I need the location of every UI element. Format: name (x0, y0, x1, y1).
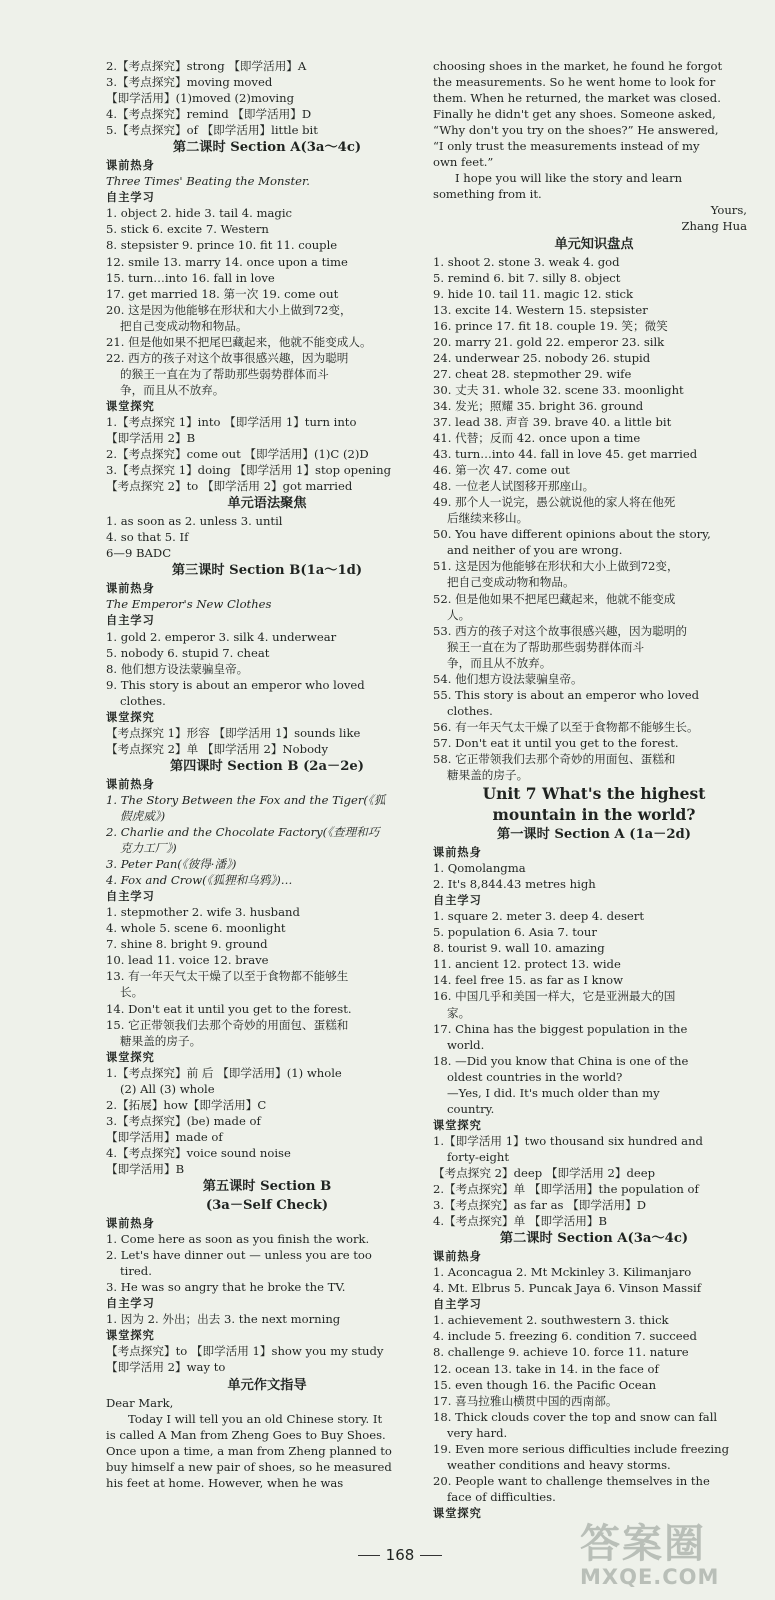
left-line: 8. stepsister 9. prince 10. fit 11. couple (106, 238, 338, 253)
left-subheading: 课前热身 (106, 776, 155, 791)
right-line: 1. shoot 2. stone 3. weak 4. god (433, 254, 620, 269)
left-line: 【即学活用】made of (106, 1129, 223, 1144)
left-subheading: 自主学习 (106, 613, 155, 628)
right-line: country. (447, 1101, 495, 1116)
left-line: 1. object 2. hide 3. tail 4. magic (106, 206, 293, 221)
right-line: 把自己变成动物和物品。 (447, 575, 575, 590)
left-line: 假虎威》) (120, 808, 166, 823)
left-line: buy himself a new pair of shoes, so he measured (106, 1459, 392, 1474)
left-line: 2. Let's have dinner out — unless you are too (106, 1248, 372, 1263)
right-line: 后继续来移山。 (447, 511, 529, 526)
right-line: 5. population 6. Asia 7. tour (433, 925, 597, 940)
left-line: 1. The Story Between the Fox and the Tiger(《狐 (106, 792, 386, 807)
right-line: 2.【考点探究】单 【即学活用】the population of (433, 1182, 699, 1197)
left-line: 1. Come here as soon as you finish the work. (106, 1232, 370, 1247)
right-line: 4. Mt. Elbrus 5. Puncak Jaya 6. Vinson Massif (433, 1281, 702, 1296)
left-line: 14. Don't eat it until you get to the forest. (106, 1001, 352, 1016)
right-line: “Why don't you try on the shoes?” He answered, (433, 123, 719, 138)
left-line: Today I will tell you an old Chinese story. It (128, 1411, 383, 1426)
left-subheading: 自主学习 (106, 190, 155, 205)
left-subheading: 课堂探究 (106, 1049, 155, 1064)
right-line: 【考点探究 2】deep 【即学活用 2】deep (433, 1166, 656, 1180)
footer-dash-left (358, 1555, 380, 1556)
right-line: 13. excite 14. Western 15. stepsister (433, 302, 648, 317)
left-line: 4.【考点探究】remind 【即学活用】D (106, 107, 312, 122)
left-line: 12. smile 13. marry 14. once upon a time (106, 254, 348, 269)
left-line: 【即学活用 2】way to (106, 1360, 226, 1375)
left-section-heading: 第五课时 Section B (202, 1179, 332, 1195)
right-line: 11. ancient 12. protect 13. wide (433, 957, 621, 972)
left-line: 克力工厂》) (120, 841, 177, 856)
left-subheading: 课堂探究 (106, 709, 155, 724)
left-section-heading: 第二课时 Section A(3a～4c) (172, 140, 362, 156)
right-line: 家。 (447, 1005, 471, 1020)
right-line: 糖果盖的房子。 (447, 768, 529, 783)
right-line: them. When he returned, the market was closed. (433, 91, 721, 106)
right-line: 16. prince 17. fit 18. couple 19. 笑；微笑 (433, 318, 668, 333)
right-section-heading: 单元知识盘点 (554, 236, 634, 252)
left-line: 【考点探究 2】to 【即学活用 2】got married (106, 479, 353, 494)
right-line: Finally he didn't get any shoes. Someone asked, (433, 107, 716, 122)
right-column (433, 58, 755, 1521)
right-line: 18. —Did you know that China is one of the (433, 1053, 689, 1068)
left-section-heading: 单元作文指导 (227, 1377, 307, 1393)
right-line: very hard. (447, 1425, 508, 1440)
left-line: his feet at home. However, when he was (106, 1475, 344, 1490)
right-line: 41. 代替；反而 42. once upon a time (433, 431, 641, 446)
right-line: 17. China has the biggest population in the (433, 1021, 688, 1036)
right-line: 19. Even more serious difficulties include freezing (433, 1441, 730, 1456)
right-line: 15. even though 16. the Pacific Ocean (433, 1377, 657, 1392)
left-line: 9. This story is about an emperor who loved (106, 677, 365, 692)
left-line: 15. 它正带领我们去那个奇妙的用面包、蛋糕和 (106, 1017, 349, 1032)
right-line: —Yes, I did. It's much older than my (447, 1085, 660, 1100)
right-line: oldest countries in the world? (447, 1069, 623, 1084)
right-line: Zhang Hua (681, 219, 747, 234)
right-line: 30. 丈夫 31. whole 32. scene 33. moonlight (433, 382, 684, 397)
right-line: 1. square 2. meter 3. deep 4. desert (433, 909, 644, 924)
left-line: 1. 因为 2. 外出；出去 3. the next morning (106, 1312, 341, 1327)
left-line: 【即学活用】(1)moved (2)moving (106, 91, 295, 106)
left-subheading: 课前热身 (106, 1216, 155, 1231)
left-line: 4. so that 5. If (106, 530, 189, 545)
right-line: 猴王一直在为了帮助那些弱势群体而斗 (447, 639, 645, 654)
left-line: 2. Charlie and the Chocolate Factory(《查理和巧 (106, 825, 380, 840)
left-section-heading: (3a－Self Check) (205, 1198, 329, 1214)
left-line: Once upon a time, a man from Zheng planned to (106, 1443, 392, 1458)
left-subheading: 课堂探究 (106, 398, 155, 413)
left-line: 【即学活用】B (106, 1162, 185, 1176)
left-line: 22. 西方的孩子对这个故事很感兴趣，因为聪明 (106, 350, 349, 365)
left-line: 5.【考点探究】of 【即学活用】little bit (106, 123, 318, 138)
watermark-text-cn: 答案圈 (580, 1521, 706, 1567)
left-section-heading: 单元语法聚焦 (227, 496, 307, 512)
left-line: 17. get married 18. 第一次 19. come out (106, 286, 339, 301)
left-line: 6—9 BADC (106, 546, 172, 561)
left-line: 争，而且从不放弃。 (120, 382, 225, 397)
right-line: 17. 喜马拉雅山横贯中国的西南部。 (433, 1393, 618, 1408)
right-line: 55. This story is about an emperor who loved (433, 687, 700, 702)
right-line: 34. 发光；照耀 35. bright 36. ground (433, 398, 644, 413)
right-section-heading: 第一课时 Section A (1a－2d) (497, 827, 691, 843)
right-line: 14. feel free 15. as far as I know (433, 973, 624, 988)
right-line: forty-eight (447, 1149, 510, 1164)
left-line: 1.【考点探究】前 后 【即学活用】(1) whole (106, 1065, 342, 1080)
left-subheading: 课前热身 (106, 158, 155, 173)
left-line: 5. nobody 6. stupid 7. cheat (106, 645, 270, 660)
right-line: I hope you will like the story and learn (455, 171, 683, 186)
right-line: 1. achievement 2. southwestern 3. thick (433, 1313, 669, 1328)
right-line: 51. 这是因为他能够在形状和大小上做到72变， (433, 559, 679, 574)
left-line: clothes. (120, 693, 166, 708)
right-line: the measurements. So he went home to look for (433, 75, 716, 90)
left-subheading: 自主学习 (106, 889, 155, 904)
right-line: 5. remind 6. bit 7. silly 8. object (433, 270, 621, 285)
right-line: something from it. (433, 187, 542, 202)
left-line: 【考点探究 2】单 【即学活用 2】Nobody (106, 741, 329, 756)
right-line: 1.【即学活用 1】two thousand six hundred and (433, 1133, 703, 1148)
right-line: 48. 一位老人试图移开那座山。 (433, 479, 595, 494)
right-line: clothes. (447, 703, 493, 718)
right-line: own feet.” (433, 155, 494, 170)
right-line: 20. People want to challenge themselves in the (433, 1473, 710, 1488)
right-subheading: 自主学习 (433, 1297, 482, 1312)
right-line: 37. lead 38. 声音 39. brave 40. a little bit (433, 414, 672, 429)
right-line: 3.【考点探究】as far as 【即学活用】D (433, 1198, 647, 1213)
right-line: 54. 他们想方设法蒙骗皇帝。 (433, 671, 583, 686)
right-line: 24. underwear 25. nobody 26. stupid (433, 350, 651, 365)
left-line: 【考点探究 1】形容 【即学活用 1】sounds like (106, 725, 361, 740)
left-line: 20. 这是因为他能够在形状和大小上做到72变， (106, 302, 352, 317)
left-line: 21. 但是他如果不把尾巴藏起来，他就不能变成人。 (106, 334, 372, 349)
left-line: 13. 有一年天气太干燥了以至于食物都不能够生 (106, 969, 349, 984)
left-line: 把自己变成动物和物品。 (120, 318, 248, 333)
left-line: 4. Fox and Crow(《狐狸和乌鸦》)… (106, 873, 293, 888)
left-line: 3.【考点探究 1】doing 【即学活用 1】stop opening (106, 463, 392, 478)
left-line: Dear Mark, (106, 1395, 174, 1410)
right-section-heading: Unit 7 What's the highest (482, 784, 706, 804)
right-line: 43. turn…into 44. fall in love 45. get married (433, 447, 698, 462)
right-line: 争，而且从不放弃。 (447, 655, 552, 670)
right-line: 1. Qomolangma (433, 861, 526, 876)
left-column (106, 58, 428, 1491)
left-line: 8. 他们想方设法蒙骗皇帝。 (106, 661, 249, 676)
right-line: and neither of you are wrong. (447, 543, 623, 558)
right-line: 58. 它正带领我们去那个奇妙的用面包、蛋糕和 (433, 751, 676, 766)
left-subheading: 课堂探究 (106, 1328, 155, 1343)
left-subheading: 自主学习 (106, 1296, 155, 1311)
right-section-heading: 第二课时 Section A(3a～4c) (499, 1231, 689, 1247)
left-line: 3. He was so angry that he broke the TV. (106, 1280, 346, 1295)
left-line: 4. whole 5. scene 6. moonlight (106, 921, 286, 936)
left-subheading: 课前热身 (106, 581, 155, 596)
right-line: 4. include 5. freezing 6. condition 7. succeed (433, 1329, 697, 1344)
right-line: world. (447, 1037, 485, 1052)
left-line: tired. (120, 1264, 152, 1279)
left-line: is called A Man from Zheng Goes to Buy Shoes. (106, 1427, 386, 1442)
left-line: 3.【考点探究】moving moved (106, 75, 273, 90)
left-line: 2.【考点探究】come out 【即学活用】(1)C (2)D (106, 447, 369, 462)
right-line: 8. challenge 9. achieve 10. force 11. nature (433, 1345, 689, 1360)
left-section-heading: 第三课时 Section B(1a～1d) (171, 563, 363, 579)
right-line: “I only trust the measurements instead of my (433, 139, 700, 154)
right-line: 46. 第一次 47. come out (433, 463, 570, 478)
right-line: 1. Aconcagua 2. Mt Mckinley 3. Kilimanjaro (433, 1265, 692, 1280)
right-line: 8. tourist 9. wall 10. amazing (433, 941, 605, 956)
right-line: 18. Thick clouds cover the top and snow can fall (433, 1409, 718, 1424)
right-subheading: 课堂探究 (433, 1505, 482, 1520)
watermark-text-en: MXQE.COM (580, 1565, 720, 1589)
left-line: 糖果盖的房子。 (120, 1033, 202, 1048)
right-line: 57. Don't eat it until you get to the forest. (433, 735, 679, 750)
left-line: 4.【考点探究】voice sound noise (106, 1145, 291, 1160)
right-line: face of difficulties. (447, 1489, 556, 1504)
left-line: 1. gold 2. emperor 3. silk 4. underwear (106, 629, 337, 644)
right-line: 2. It's 8,844.43 metres high (433, 877, 596, 892)
right-line: 4.【考点探究】单 【即学活用】B (433, 1214, 607, 1229)
left-line: 2.【考点探究】strong 【即学活用】A (106, 59, 307, 73)
left-line: Three Times' Beating the Monster. (106, 174, 310, 189)
right-section-heading: mountain in the world? (492, 805, 696, 825)
right-line: 20. marry 21. gold 22. emperor 23. silk (433, 334, 665, 349)
watermark-logo (580, 1512, 755, 1589)
left-line: (2) All (3) whole (120, 1081, 215, 1096)
right-line: 50. You have different opinions about the story, (433, 527, 711, 542)
right-subheading: 课堂探究 (433, 1117, 482, 1132)
left-line: 3. Peter Pan(《彼得·潘》) (106, 857, 237, 872)
left-line: 1. as soon as 2. unless 3. until (106, 514, 283, 529)
page-number: 168 (385, 1546, 415, 1564)
left-line: 【考点探究】to 【即学活用 1】show you my study (106, 1344, 384, 1359)
right-line: 16. 中国几乎和美国一样大，它是亚洲最大的国 (433, 989, 676, 1004)
left-line: 长。 (120, 985, 144, 1000)
right-line: 49. 那个人一说完，愚公就说他的家人将在他死 (433, 495, 676, 510)
left-line: 2.【拓展】how【即学活用】C (106, 1097, 267, 1112)
right-subheading: 课前热身 (433, 845, 482, 860)
left-line: 的猴王一直在为了帮助那些弱势群体而斗 (120, 366, 329, 381)
left-line: 1. stepmother 2. wife 3. husband (106, 905, 300, 920)
page-number-footer (330, 1546, 470, 1564)
right-line: choosing shoes in the market, he found he forgot (433, 59, 723, 73)
left-line: 3.【考点探究】(be) made of (106, 1113, 261, 1128)
left-line: 15. turn…into 16. fall in love (106, 270, 275, 285)
left-section-heading: 第四课时 Section B (2a－2e) (169, 758, 365, 774)
right-line: 12. ocean 13. take in 14. in the face of (433, 1361, 659, 1376)
right-line: Yours, (710, 203, 747, 218)
left-line: The Emperor's New Clothes (106, 597, 272, 612)
left-line: 1.【考点探究 1】into 【即学活用 1】turn into (106, 414, 357, 429)
left-line: 【即学活用 2】B (106, 431, 196, 446)
right-line: 人。 (447, 607, 471, 622)
right-subheading: 课前热身 (433, 1249, 482, 1264)
left-line: 5. stick 6. excite 7. Western (106, 222, 269, 237)
right-line: 27. cheat 28. stepmother 29. wife (433, 366, 632, 381)
footer-dash-right (420, 1555, 442, 1556)
right-line: 53. 西方的孩子对这个故事很感兴趣，因为聪明的 (433, 623, 687, 638)
right-line: weather conditions and heavy storms. (447, 1457, 671, 1472)
right-line: 52. 但是他如果不把尾巴藏起来，他就不能变成 (433, 591, 676, 606)
right-line: 56. 有一年天气太干燥了以至于食物都不能够生长。 (433, 719, 699, 734)
left-line: 10. lead 11. voice 12. brave (106, 953, 269, 968)
right-line: 9. hide 10. tail 11. magic 12. stick (433, 286, 633, 301)
right-subheading: 自主学习 (433, 893, 482, 908)
left-line: 7. shine 8. bright 9. ground (106, 937, 268, 952)
